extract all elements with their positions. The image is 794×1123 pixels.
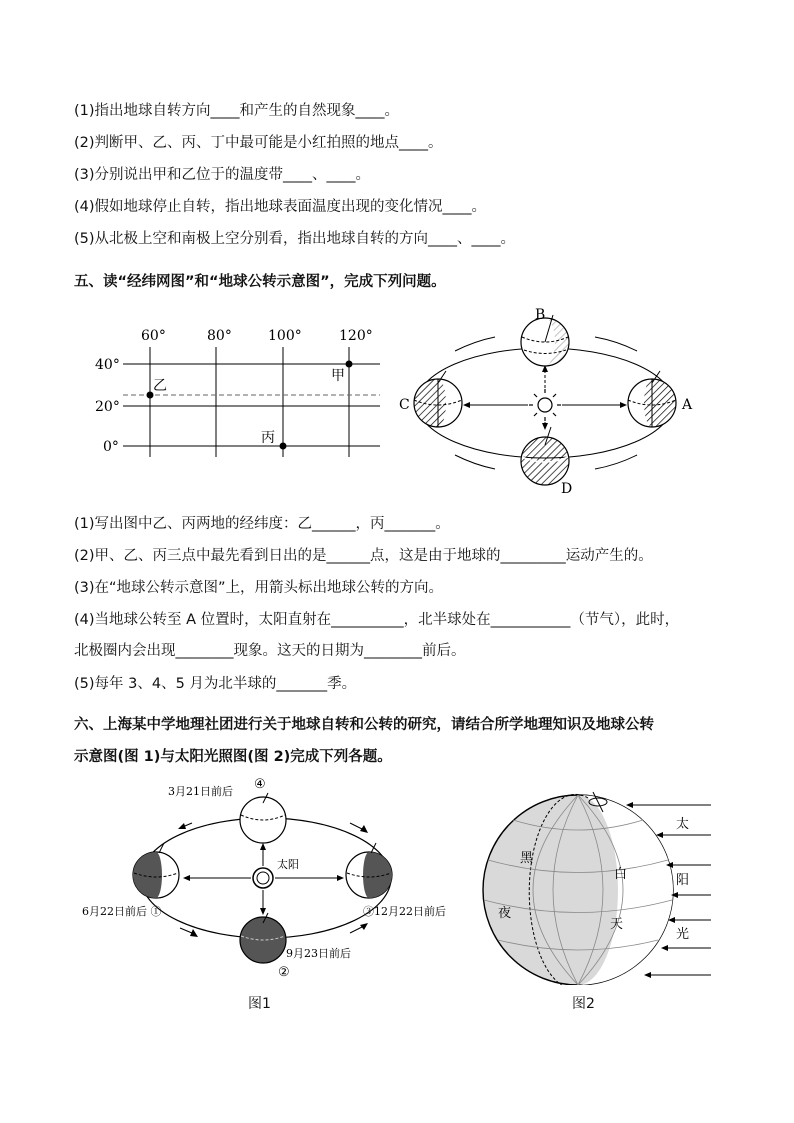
lat-label-20: 20° xyxy=(95,399,120,415)
fig1-sun-icon xyxy=(253,868,273,888)
fig2-night-1: 黑 xyxy=(520,851,534,866)
point-yi-label: 乙 xyxy=(153,378,167,394)
label-b: B xyxy=(535,307,546,323)
s4-question-4: (4)假如地球停止自转，指出地球表面温度出现的变化情况____。 xyxy=(74,199,487,215)
fig1-pos3: ③12月22日前后 xyxy=(363,905,446,918)
lon-label-120: 120° xyxy=(339,328,373,344)
figure-2-sunlight xyxy=(468,790,718,985)
point-bing xyxy=(280,443,287,450)
s4-question-1: (1)指出地球自转方向____和产生的自然现象____。 xyxy=(74,103,400,119)
s4-question-3: (3)分别说出甲和乙位于的温度带____、____。 xyxy=(74,167,371,183)
label-a: A xyxy=(682,397,693,413)
s4-question-2: (2)判断甲、乙、丙、丁中最可能是小红拍照的地点____。 xyxy=(74,135,443,151)
s4-question-5: (5)从北极上空和南极上空分别看，指出地球自转的方向____、____。 xyxy=(74,231,516,247)
graticule-figure xyxy=(95,322,385,457)
lat-label-0: 0° xyxy=(103,439,119,455)
s5-question-1: (1)写出图中乙、丙两地的经纬度：乙______，丙_______。 xyxy=(74,516,450,532)
fig2-sun-3: 光 xyxy=(676,927,690,942)
fig1-pos2-date: 9月23日前后 xyxy=(286,947,351,960)
lon-label-80: 80° xyxy=(207,328,232,344)
fig1-caption: 图1 xyxy=(248,996,271,1012)
fig2-caption: 图2 xyxy=(572,996,595,1012)
orbit-figure-abcd xyxy=(395,305,705,497)
fig1-sun-label: 太阳 xyxy=(277,858,299,871)
point-jia-label: 甲 xyxy=(331,368,345,384)
label-d: D xyxy=(561,481,573,497)
fig2-day-2: 天 xyxy=(610,917,624,932)
s5-question-3: (3)在“地球公转示意图”上，用箭头标出地球公转的方向。 xyxy=(74,580,444,596)
s5-question-4a: (4)当地球公转至 A 位置时，太阳直射在__________，北半球处在___________（节气），此时， xyxy=(74,612,680,628)
sun-icon xyxy=(538,398,552,412)
fig2-sun-1: 太 xyxy=(676,817,690,832)
fig1-pos4-date: 3月21日前后 xyxy=(168,785,233,798)
fig1-pos1: 6月22日前后 ① xyxy=(82,905,162,918)
point-bing-label: 丙 xyxy=(261,430,275,446)
s5-heading: 五、读“经纬网图”和“地球公转示意图”，完成下列问题。 xyxy=(74,274,446,290)
figure-1-orbit xyxy=(80,773,460,983)
point-jia xyxy=(346,361,353,368)
s5-question-2: (2)甲、乙、丙三点中最先看到日出的是______点，这是由于地球的_________运动产生的。 xyxy=(74,548,653,564)
fig1-pos4-num: ④ xyxy=(254,777,266,792)
s6-heading-line1: 六、上海某中学地理社团进行关于地球自转和公转的研究，请结合所学地理知识及地球公转 xyxy=(74,717,654,733)
fig2-night-2: 夜 xyxy=(498,906,512,921)
fig1-pos2-num: ② xyxy=(278,965,290,980)
fig2-sun-2: 阳 xyxy=(676,873,690,888)
s5-question-5: (5)每年 3、4、5 月为北半球的_______季。 xyxy=(74,676,357,692)
fig2-day-1: 白 xyxy=(614,867,628,882)
lat-label-40: 40° xyxy=(95,357,120,373)
lon-label-100: 100° xyxy=(268,328,302,344)
s5-question-4b: 北极圈内会出现________现象。这天的日期为________前后。 xyxy=(74,643,466,659)
s6-heading-line2: 示意图(图 1)与太阳光照图(图 2)完成下列各题。 xyxy=(74,749,392,765)
lon-label-60: 60° xyxy=(141,328,166,344)
label-c: C xyxy=(399,397,410,413)
